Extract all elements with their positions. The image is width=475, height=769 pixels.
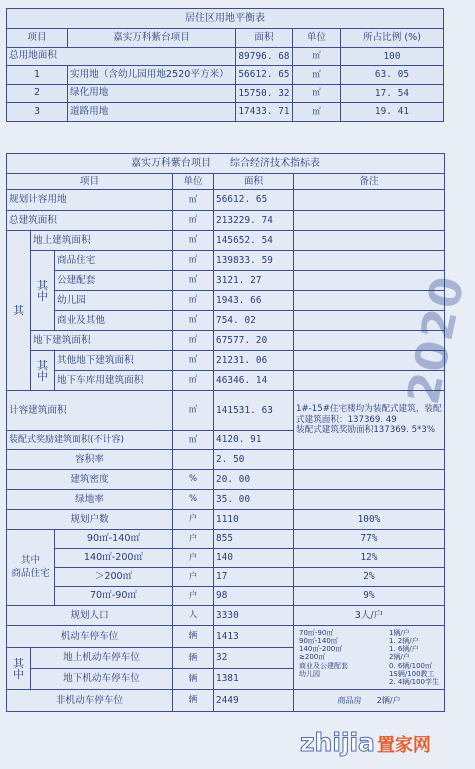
column-header: 项目: [7, 29, 68, 48]
table-row: 其中 商品住宅 90㎡-140㎡ 户 855 77%: [7, 530, 445, 549]
table-row: 其 地上建筑面积 ㎡ 145652. 54: [7, 231, 445, 251]
column-header: 所占比例 (%): [341, 29, 444, 48]
table-row: 地下建筑面积 ㎡ 67577. 20: [7, 331, 445, 351]
table-row: 其中 其他地下建筑面积 ㎡ 21231. 06: [7, 351, 445, 371]
table-row: 其中 地上机动车停车位 辆 32: [7, 648, 445, 669]
table-row: 地下机动车停车位 辆 1381: [7, 669, 445, 690]
tech-indicator-table: [6, 153, 445, 712]
land-balance-table: [6, 8, 444, 122]
table-row: 70㎡-90㎡ 户 98 9%: [7, 587, 445, 606]
table-row: 商业及其他 ㎡ 754. 02: [7, 311, 445, 331]
table-row: 140㎡-200㎡ 户 140 12%: [7, 549, 445, 568]
column-header: 备注: [294, 174, 445, 190]
table-title: 居住区用地平衡表: [7, 9, 444, 29]
column-header: 面积: [236, 29, 293, 48]
table-row: 规划计容用地 ㎡ 56612. 65: [7, 190, 445, 211]
table-row: 幼儿园 ㎡ 1943. 66: [7, 291, 445, 311]
table-row: ＞200㎡ 户 17 2%: [7, 568, 445, 587]
parking-standard-note: 70㎡-90㎡ 90㎡-140㎡ 140㎡-200㎡ ≥200㎡ 商业及公建配套 幼儿园 1辆/户 1. 2辆/户 1. 6辆/户 2辆/户 0. 6辆/100㎡ 1S辆/100教工 2. 4辆/100学生: [294, 626, 445, 690]
table-row: 总建筑面积 ㎡ 213229. 74: [7, 211, 445, 231]
column-header: 面积: [214, 174, 294, 190]
year-stamp: 2020: [398, 270, 475, 409]
column-header: 项目: [7, 174, 173, 190]
watermark-text: 置家网: [376, 735, 431, 756]
table-row: 规划户数 户 1110 100%: [7, 510, 445, 530]
table-row: 3 道路用地 17433. 71 ㎡ 19. 41: [7, 103, 444, 122]
table-row: 非机动车停车位 辆 2449 商品房 2辆/户: [7, 690, 445, 712]
table-row: 装配式奖励建筑面积(不计容) ㎡ 4120. 91: [7, 431, 445, 450]
table-row: 绿地率 % 35. 00: [7, 490, 445, 510]
table-title: 嘉实万科紫台项目 综合经济技术指标表: [7, 154, 445, 174]
watermark-logo: zhijia: [300, 728, 375, 757]
table-row: 规划人口 人 3330 3人/户: [7, 606, 445, 626]
table-row: 建筑密度 % 20. 00: [7, 470, 445, 490]
table-row: 其中 商品住宅 ㎡ 139833. 59: [7, 251, 445, 271]
table-row: 机动车停车位 辆 1413 70㎡-90㎡ 90㎡-140㎡ 140㎡-200㎡ ≥200㎡ 商业及公建配套 幼儿园 1辆/户 1. 2辆/户 1. 6辆/户 2辆/户 0. 6辆/100㎡ 1S辆/100教工 2. 4辆/100学生: [7, 626, 445, 648]
table-row: 容积率 2. 50: [7, 450, 445, 470]
table-row: 地下车库用建筑面积 ㎡ 46346. 14: [7, 371, 445, 391]
table-row: 公建配套 ㎡ 3121. 27: [7, 271, 445, 291]
site-watermark: [300, 728, 431, 757]
column-header: 单位: [173, 174, 214, 190]
column-header: 嘉实万科紫台项目: [68, 29, 236, 48]
table-row: 计容建筑面积 ㎡ 141531. 63 1#-15#住宅楼均为装配式建筑，装配式建筑面积：137369. 49 装配式建筑奖励面积137369. 5*3%: [7, 391, 445, 431]
table-row: 总用地面积 89796. 68 ㎡ 100: [7, 47, 444, 66]
table-row: 2 绿化用地 15750. 32 ㎡ 17. 54: [7, 84, 444, 103]
column-header: 单位: [293, 29, 341, 48]
table-row: 1 实用地（含幼儿园用地2520平方米） 56612. 65 ㎡ 63. 05: [7, 66, 444, 85]
